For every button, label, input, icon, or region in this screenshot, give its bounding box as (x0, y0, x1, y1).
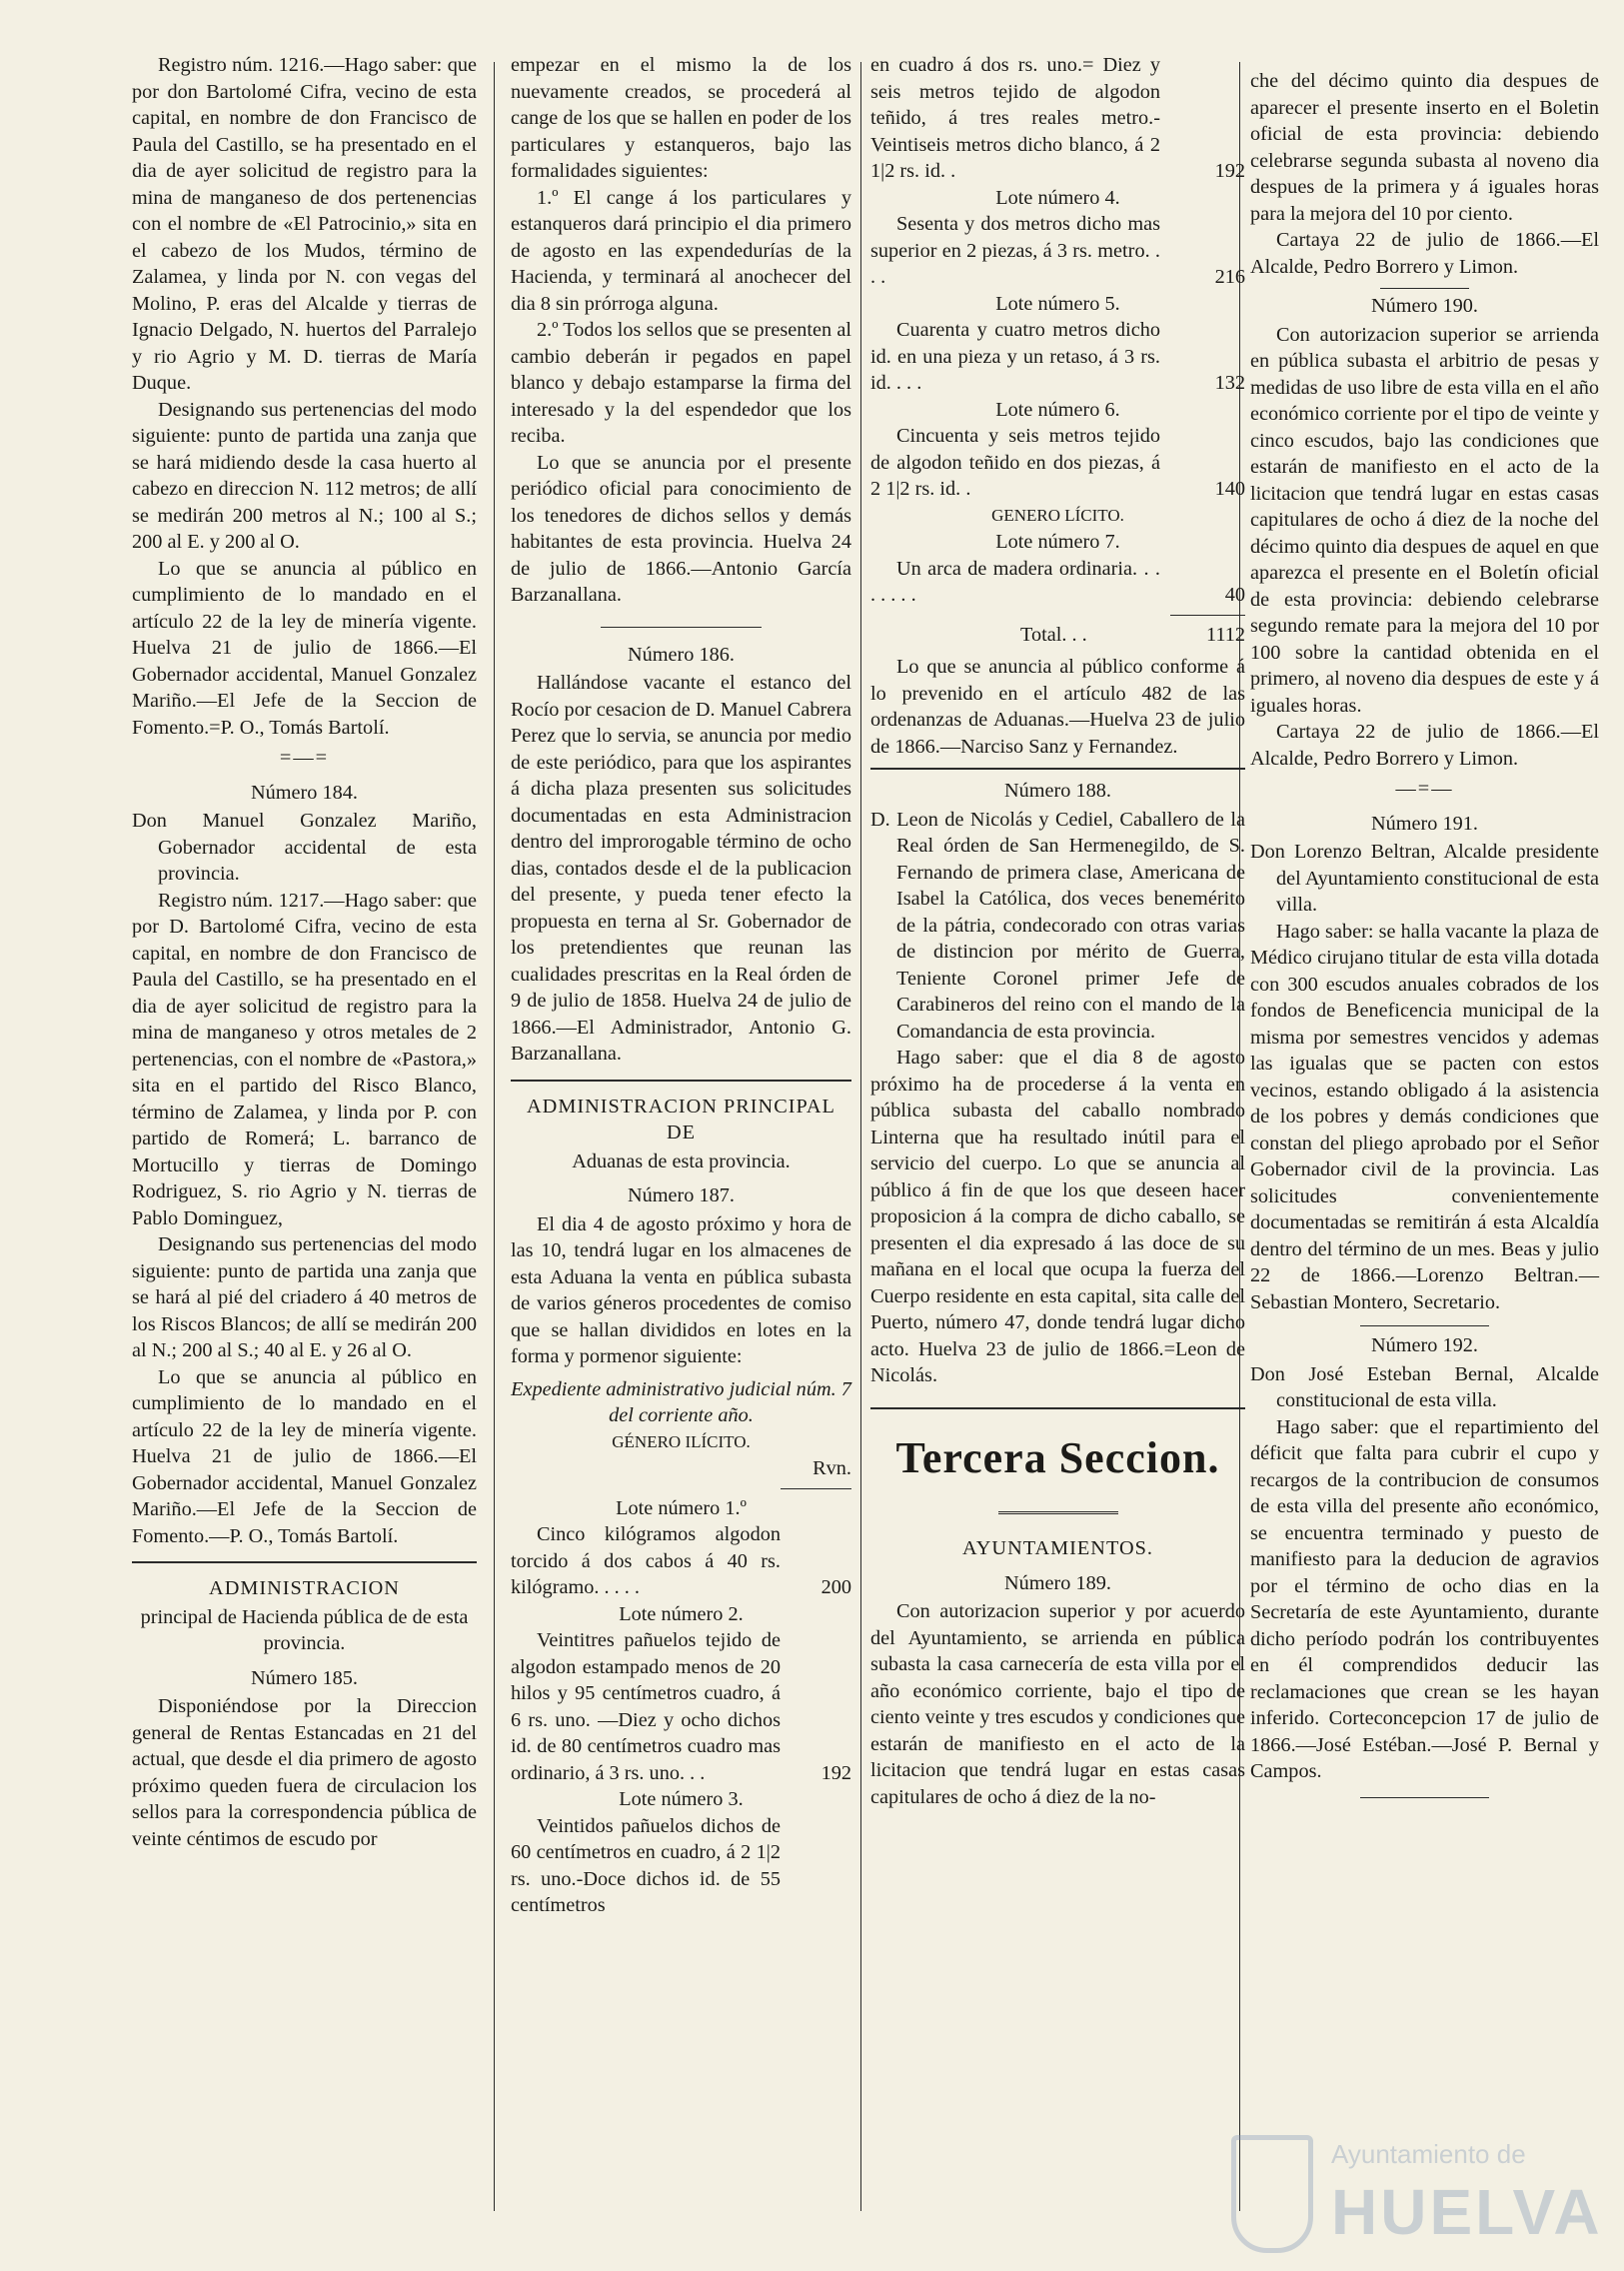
ayuntamientos-heading: AYUNTAMIENTOS. (962, 1537, 1153, 1559)
gobernador-heading: Don Manuel Gonzalez Mariño, Gobernador accidental de esta provincia. (132, 810, 477, 885)
medico-vacante-text: Hago saber: se halla vacante la plaza de Médico cirujano titular de esta villa dotada con 300 escudos anuales cobrados de los fondos de Beneficencia municipal de la misma por semestres vencidos y ademas las igualas que se pacten con estos vecinos, estando obligado á la asistencia de los pobres y demás condiciones que constan del pliego aprobado por el Señor Gobernador civil de la provincia. Las solicitudes convenientemente documentadas se remitirán á esta Alcaldía dentro del término de un mes. Beas y julio 22 de 1866.—Lorenzo Beltran.—Sebastian Montero, Secretario. (1250, 920, 1599, 1313)
pertenencias-text: Designando sus pertenencias del modo siguiente: punto de partida una zanja que se hará al pié del criadero á 40 metros de los Riscos Blancos; de allí se medirán 200 al N.; 200 al S.; 40 al E. y 26 al O. (132, 1233, 477, 1361)
numero-190-heading: Número 190. (1370, 295, 1479, 317)
sellos-text: Disponiéndose por la Direccion general de Rentas Estancadas en 21 del actual, que desde el dia primero de agosto próximo queden fuera de circulacion los sellos para la correspondencia pública de veinte céntimos de escudo por (132, 1695, 477, 1850)
pertenencias-text: Designando sus pertenencias del modo siguiente: punto de partida una zanja que se hará midiendo desde la casa huerto al cabezo en direccion N. 112 metros; de allí se medirán 200 metros al N.; 100 al S.; 200 al E. y 200 al O. (132, 398, 477, 553)
lote-5-row (870, 317, 1245, 397)
leon-de-nicolas-heading: D. Leon de Nicolás y Cediel, Caballero de la Real órden de San Hermenegildo, de S. Fernando de primera clase, Americana de Isabel la Católica, dos veces benemérito de la pátria, condecorado con otras varias de distincion por mérito de Guerra, Teniente Coronel primer Jefe de Carabineros del reino con el mando de la Comandancia de esta provincia. (870, 808, 1245, 1043)
section-rule (132, 1561, 477, 1563)
aduanas-heading: ADMINISTRACION PRINCIPAL DE (527, 1095, 835, 1143)
subasta-text: El dia 4 de agosto próximo y hora de las 10, tendrá lugar en los almacenes de esta Aduana la venta en pública subasta de varios géneros procedentes de comiso que se hallan divididos en lotes en la forma y pormenor siguiente: (511, 1212, 851, 1367)
aduanas-subheading: Aduanas de esta provincia. (572, 1149, 791, 1172)
lote-1-heading: Lote número 1.º (616, 1496, 747, 1519)
condicion-2-text: 2.º Todos los sellos que se presenten al cambio deberán ir pegados en papel blanco y debajo estamparse la firma del interesado y la del espendedor que los reciba. (511, 319, 851, 447)
column-4 (1250, 68, 1599, 1798)
repartimiento-text: Hago saber: que el repartimiento del déficit que falta para cubrir el cupo y recargos de la contribucion de consumos de esta villa del presente año económico, se encuentra terminado y puesto de manifiesto para la deducion de agravios por el término de ocho dias en la Secretaría de este Ayuntamiento, durante dicho período podrán los contribuyentes en él comprendidos deducir las reclamaciones que crean se les hayan inferido. Corteconcepcion 17 de julio de 1866.—José Estéban.—José P. Bernal y Campos. (1250, 1415, 1599, 1782)
cartaya-signature: Cartaya 22 de julio de 1866.—El Alcalde, Pedro Borrero y Limon. (1250, 721, 1599, 770)
lote-2-text: Veintitres pañuelos tejido de algodon estampado menos de 20 hilos y 95 centímetros cuadro, á 6 rs. uno. —Diez y ocho dichos id. de 80 centímetros cuadro mas ordinario, á 3 rs. uno. . . (511, 1629, 781, 1784)
column-2 (511, 52, 851, 1919)
separator-rule (1360, 1797, 1489, 1798)
lote-6-text: Cincuenta y seis metros tejido de algodon teñido en dos piezas, á 2 1|2 rs. id. . (870, 425, 1160, 500)
lote-6-amount: 140 (1214, 478, 1245, 500)
aduanas-anuncio-text: Lo que se anuncia al público conforme á lo prevenido en el artículo 482 de las ordenanzas de Aduanas.—Huelva 23 de julio de 1866.—Narciso Sanz y Fernandez. (870, 656, 1245, 758)
numero-186-heading: Número 186. (627, 643, 736, 666)
column-1 (132, 52, 477, 1852)
anuncio-text: Lo que se anuncia al público en cumplimiento de lo mandado en el artículo 22 de la ley de minería vigente. Huelva 21 de julio de 1866.—El Gobernador accidental, Manuel Gonzalez Mariño.—El Jefe de la Seccion de Fomento.—P. O., Tomás Bartolí. (132, 1365, 477, 1547)
total-amount: 1112 (1205, 623, 1245, 646)
lote-4-amount: 216 (1214, 266, 1245, 288)
registro-1217-text: Registro núm. 1217.—Hago saber: que por D. Bartolomé Cifra, vecino de esta capital, en nombre de don Francisco de Paula del Castillo, se ha presentado en el dia de ayer solicitud de registro para la mina de manganeso y otros metales de 2 pertenencias, con el nombre de «Pastora,» sita en el partido del Risco Blanco, término de Zalamea, y linda por P. con partido de Romerá; L. barranco de Mortucillo y tierras de Domingo Rodriguez, S. rio Agrio y N. tierras de Pablo Dominguez, (132, 889, 477, 1229)
watermark-line-1: Ayuntamiento de (1331, 2139, 1526, 2169)
separator: —=— (1395, 778, 1454, 800)
pesas-medidas-text: Con autorizacion superior se arrienda en pública subasta el arbitrio de pesas y medidas de uso libre de esta villa en el año económico corriente por el tipo de veinte y cinco escudos, bajo las condiciones que estarán de manifiesto en el acto de la licitacion que tendrá lugar en estas casas capitulares de ocho á diez de la noche del décimo quinto dia despues de aquel en que aparezca el presente en el Boletín oficial de esta provincia: debiendo celebrarse segundo remate para la mejora del 10 por 100 sobre la cantidad obtenida en el primero, al noveno dia despues de este y á iguales horas. (1250, 323, 1599, 717)
total-rule (1170, 615, 1245, 616)
lote-7-amount: 40 (1224, 584, 1245, 606)
lote-5-heading: Lote número 5. (995, 292, 1120, 315)
numero-191-heading: Número 191. (1370, 812, 1479, 835)
section-rule (511, 1080, 851, 1082)
lote-6-row (870, 423, 1245, 503)
separator-rule (601, 627, 762, 628)
section-rule (870, 768, 1245, 770)
anuncio-text: Lo que se anuncia por el presente periódico oficial para conocimiento de los tenedores de dichos sellos y demás habitantes de esta provincia. Huelva 24 de julio de 1866.—Antonio García Barzanallana. (511, 451, 851, 606)
rvn-label: Rvn. (812, 1457, 851, 1479)
lote-4-heading: Lote número 4. (995, 186, 1120, 209)
total-row (870, 622, 1245, 649)
numero-187-heading: Número 187. (627, 1184, 736, 1206)
numero-189-heading: Número 189. (1003, 1571, 1112, 1594)
lote-1-amount: 200 (820, 1576, 851, 1598)
lote-3-continuation-row (870, 52, 1245, 185)
carneceria-text: Con autorizacion superior y por acuerdo del Ayuntamiento, se arrienda en pública subasta la casa carnecería de esta villa por el año económico corriente, bajo el tipo de ciento veinte y tres escudos y condiciones que estarán de manifiesto en el acto de la licitacion que tendrá lugar en estas casas capitulares de ocho á diez de la no- (870, 1600, 1245, 1808)
condicion-1-text: 1.º El cange á los particulares y estanqueros dará principio el dia primero de agosto en las expendedurías de la Hacienda, y terminará al anochecer del dia 8 sin prórroga alguna. (511, 186, 851, 315)
column-rule (860, 62, 861, 2211)
lote-3-continuation-text: en cuadro á dos rs. uno.= Diez y seis metros tejido de algodon teñido, á tres reales metro.-Veintiseis metros dicho blanco, á 2 1|2 rs. id. . (870, 54, 1160, 182)
column-rule (494, 62, 495, 2211)
column-3 (870, 52, 1245, 1810)
registro-1216-text: Registro núm. 1216.—Hago saber: que por don Bartolomé Cifra, vecino de esta capital, en nombre de don Francisco de Paula del Castillo, se ha presentado en el dia de ayer solicitud de registro para la mina de manganeso de dos pertenencias con el nombre de «El Patrocinio,» sita en el cabezo de los Mudos, término de Zalamea, y linda por N. con vegas del Molino, P. eras del Alcalde y tierras de Ignacio Delgado, N. huertos del Parralejo y rio Agrio y M. D. tierras de María Duque. (132, 54, 477, 394)
lorenzo-beltran-heading: Don Lorenzo Beltran, Alcalde presidente del Ayuntamiento constitucional de esta villa. (1250, 841, 1599, 916)
tercera-seccion-title: Tercera Seccion. (895, 1432, 1220, 1482)
expediente-heading: Expediente administrativo judicial núm. 7 del corriente año. (511, 1377, 851, 1426)
separator-rule (1380, 288, 1469, 289)
lote-2-heading: Lote número 2. (619, 1602, 744, 1625)
rule (781, 1488, 851, 1489)
watermark-line-2: HUELVA (1331, 2176, 1603, 2248)
genero-licito-label: GENERO LÍCITO. (991, 505, 1124, 525)
cartaya-signature: Cartaya 22 de julio de 1866.—El Alcalde, Pedro Borrero y Limon. (1250, 229, 1599, 278)
genero-ilicito-label: GÉNERO ILÍCITO. (612, 1431, 751, 1451)
carneceria-continuation-text: che del décimo quinto dia despues de aparecer el presente inserto en el Boletin oficial de esta provincia: debiendo celebrarse segunda subasta al noveno dia despues de la primera y á iguales horas para la mejora del 10 por ciento. (1250, 70, 1599, 225)
jose-esteban-heading: Don José Esteban Bernal, Alcalde constitucional de esta villa. (1250, 1362, 1599, 1411)
lote-7-row (870, 556, 1245, 609)
separator-rule (1360, 1325, 1489, 1326)
section-rule (870, 1407, 1245, 1409)
lote-3-heading: Lote número 3. (619, 1788, 744, 1810)
ayuntamiento-huelva-watermark (1231, 2127, 1611, 2262)
numero-188-heading: Número 188. (1003, 780, 1112, 802)
ornament-rule (870, 1495, 1245, 1522)
lote-1-row (511, 1521, 851, 1601)
numero-184-heading: Número 184. (250, 781, 359, 804)
lote-7-heading: Lote número 7. (995, 531, 1120, 553)
lote-5-amount: 132 (1214, 372, 1245, 394)
estanco-text: Hallándose vacante el estanco del Rocío por cesacion de D. Manuel Cabrera Perez que lo servia, se anuncia por medio de este periódico, para que los aspirantes á dicha plaza presenten sus solicitudes documentadas en esta Administracion dentro del improrogable término de ocho dias, contados desde el de la publicacion del presente, y pueda tener efecto la propuesta en terna al Sr. Gobernador de los pretendientes que reunan las cualidades prescritas en la Real órden de 9 de julio de 1858. Huelva 24 de julio de 1866.—El Administrador, Antonio G. Barzanallana. (511, 672, 851, 1065)
numero-185-heading: Número 185. (250, 1666, 359, 1689)
sellos-continuation-text: empezar en el mismo la de los nuevamente creados, se procederá al cange de los que se hallen en poder de los particulares y estanqueros, bajo las formalidades siguientes: (511, 54, 851, 182)
caballo-subasta-text: Hago saber: que el dia 8 de agosto próximo ha de procederse á la venta en pública subasta del caballo nombrado Linterna que ha resultado inútil para el servicio del cuerpo. Lo que se anuncia al público á fin de que los que deseen hacer proposicion á la compra de dicho caballo, se presenten el dia expresado á las doce de su mañana en el local que ocupa la fuerza del Cuerpo residente en esta capital, sita calle del Puerto, número 47, donde tendrá lugar dicho acto. Huelva 23 de julio de 1866.=Leon de Nicolás. (870, 1047, 1245, 1386)
anuncio-text: Lo que se anuncia al público en cumplimiento de lo mandado en el artículo 22 de la ley de minería vigente. Huelva 21 de julio de 1866.—El Gobernador accidental, Manuel Gonzalez Mariño.—El Jefe de la Seccion de Fomento.=P. O., Tomás Bartolí. (132, 557, 477, 739)
lote-5-text: Cuarenta y cuatro metros dicho id. en una pieza y un retaso, á 3 rs. id. . . . (870, 319, 1160, 394)
lote-3-text: Veintidos pañuelos dichos de 60 centímetros en cuadro, á 2 1|2 rs. uno.-Doce dichos id. de 55 centímetros (511, 1814, 781, 1916)
hacienda-subheading: principal de Hacienda pública de de esta provincia. (140, 1605, 469, 1654)
lote-1-text: Cinco kilógramos algodon torcido á dos cabos á 40 rs. kilógramo. . . . . (511, 1523, 781, 1598)
lote-3-amount: 192 (1214, 160, 1245, 182)
lote-2-row (511, 1627, 851, 1786)
lote-2-amount: 192 (820, 1761, 851, 1784)
shield-icon (1231, 2135, 1313, 2253)
administracion-heading: ADMINISTRACION (209, 1577, 400, 1599)
separator: =—= (279, 747, 330, 769)
numero-192-heading: Número 192. (1370, 1334, 1479, 1356)
lote-4-text: Sesenta y dos metros dicho mas superior en 2 piezas, á 3 rs. metro. . . . (870, 213, 1160, 288)
lote-4-row (870, 211, 1245, 291)
total-label: Total. . . (1020, 623, 1087, 646)
lote-7-text: Un arca de madera ordinaria. . . . . . . . (870, 557, 1160, 606)
lote-6-heading: Lote número 6. (995, 398, 1120, 421)
